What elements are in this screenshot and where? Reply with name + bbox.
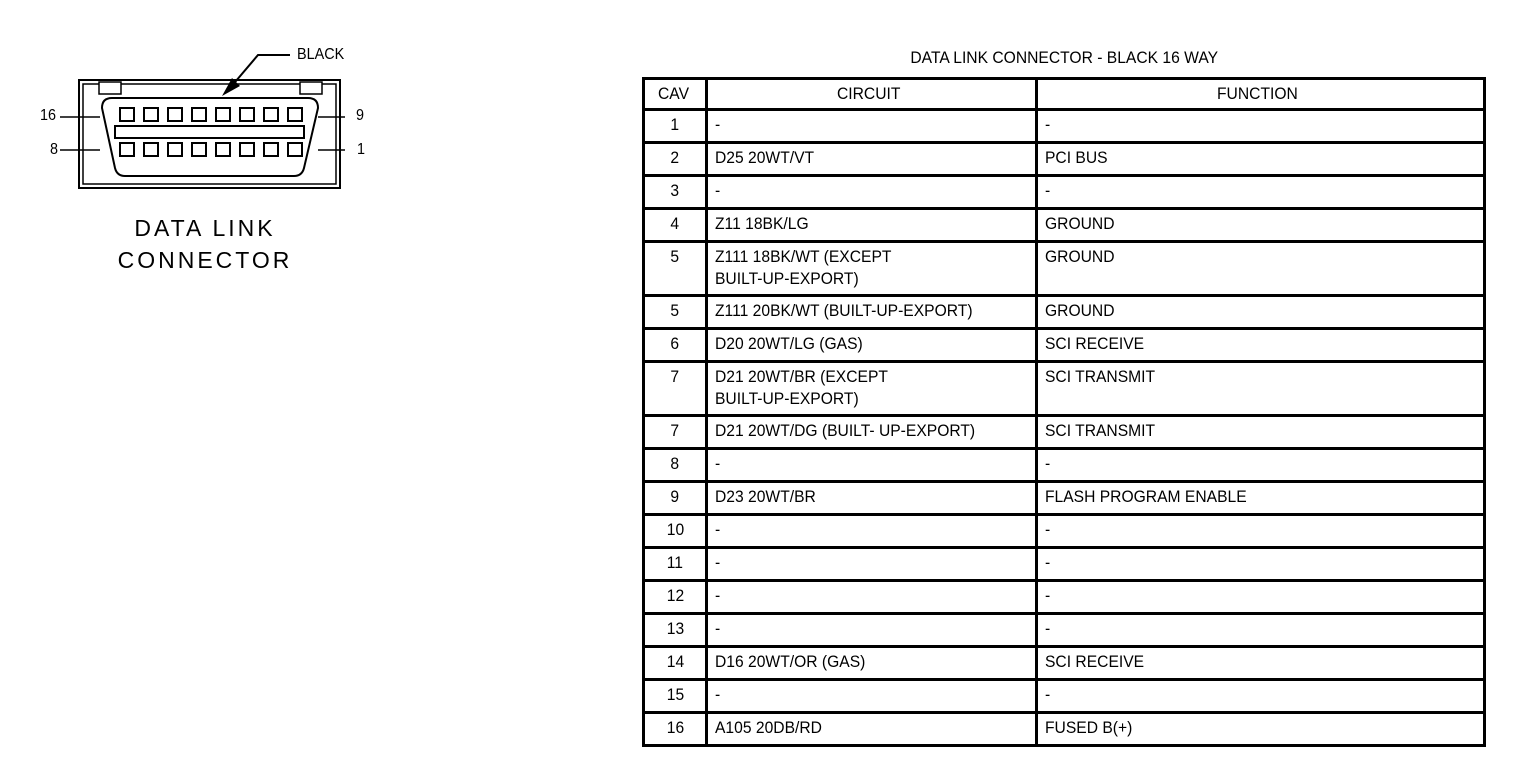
cell-function: - — [1037, 680, 1485, 713]
table-row — [644, 482, 1485, 515]
cell-cav: 13 — [644, 614, 707, 647]
cell-function: GROUND — [1037, 209, 1485, 242]
cell-circuit: - — [707, 548, 1037, 581]
table-header-row — [644, 79, 1485, 110]
connector-center-bar — [115, 126, 304, 138]
header-function: FUNCTION — [1037, 79, 1485, 110]
cell-circuit: A105 20DB/RD — [707, 713, 1037, 746]
table-row — [644, 296, 1485, 329]
color-callout-label: BLACK — [297, 46, 345, 63]
pin-cavity-top-16 — [120, 108, 134, 121]
cell-circuit: D16 20WT/OR (GAS) — [707, 647, 1037, 680]
table-row — [644, 143, 1485, 176]
connector-latch-right — [300, 82, 322, 94]
cell-circuit: - — [707, 614, 1037, 647]
table-row — [644, 548, 1485, 581]
cell-function: FLASH PROGRAM ENABLE — [1037, 482, 1485, 515]
cell-function: FUSED B(+) — [1037, 713, 1485, 746]
pin-cavity-top-14 — [168, 108, 182, 121]
cell-cav: 1 — [644, 110, 707, 143]
cell-circuit: D20 20WT/LG (GAS) — [707, 329, 1037, 362]
table-row — [644, 176, 1485, 209]
table-row — [644, 416, 1485, 449]
cell-cav: 12 — [644, 581, 707, 614]
cell-function: - — [1037, 614, 1485, 647]
connector-title — [100, 212, 310, 276]
table-row — [644, 614, 1485, 647]
pin-label-9: 9 — [356, 107, 365, 124]
cell-circuit: Z111 20BK/WT (BUILT-UP-EXPORT) — [707, 296, 1037, 329]
cell-circuit: - — [707, 110, 1037, 143]
cell-function: - — [1037, 449, 1485, 482]
cell-circuit: D25 20WT/VT — [707, 143, 1037, 176]
cell-circuit: Z11 18BK/LG — [707, 209, 1037, 242]
cell-cav: 9 — [644, 482, 707, 515]
cell-cav: 14 — [644, 647, 707, 680]
pin-cavity-top-13 — [192, 108, 206, 121]
cell-function: SCI TRANSMIT — [1037, 416, 1485, 449]
pin-cavity-bottom-1 — [288, 143, 302, 156]
cell-cav: 4 — [644, 209, 707, 242]
cell-circuit: D21 20WT/BR (EXCEPT BUILT-UP-EXPORT) — [707, 362, 1037, 416]
connector-figure — [0, 0, 420, 300]
pin-cavity-top-9 — [288, 108, 302, 121]
pin-cavity-bottom-2 — [264, 143, 278, 156]
cell-function: - — [1037, 176, 1485, 209]
table-row — [644, 713, 1485, 746]
pin-label-1: 1 — [357, 141, 366, 158]
table-row — [644, 581, 1485, 614]
cell-function: GROUND — [1037, 296, 1485, 329]
cell-cav: 15 — [644, 680, 707, 713]
cell-function: SCI RECEIVE — [1037, 329, 1485, 362]
pin-label-16: 16 — [40, 107, 57, 124]
cell-cav: 8 — [644, 449, 707, 482]
cell-function: PCI BUS — [1037, 143, 1485, 176]
cell-function: SCI RECEIVE — [1037, 647, 1485, 680]
header-cav: CAV — [644, 79, 707, 110]
cell-circuit: - — [707, 176, 1037, 209]
connector-latch-left — [99, 82, 121, 94]
pin-cavity-top-15 — [144, 108, 158, 121]
cell-circuit: Z111 18BK/WT (EXCEPT BUILT-UP-EXPORT) — [707, 242, 1037, 296]
cell-circuit: - — [707, 515, 1037, 548]
table-row — [644, 110, 1485, 143]
cell-function: - — [1037, 548, 1485, 581]
cell-cav: 3 — [644, 176, 707, 209]
table-row — [644, 515, 1485, 548]
table-row — [644, 209, 1485, 242]
cell-function: - — [1037, 110, 1485, 143]
cell-cav: 2 — [644, 143, 707, 176]
pin-cavity-bottom-6 — [168, 143, 182, 156]
pin-label-8: 8 — [50, 141, 59, 158]
pin-cavity-bottom-8 — [120, 143, 134, 156]
cell-function: SCI TRANSMIT — [1037, 362, 1485, 416]
cell-cav: 7 — [644, 362, 707, 416]
cell-circuit: D23 20WT/BR — [707, 482, 1037, 515]
color-callout-leader — [230, 55, 290, 88]
pin-cavity-top-11 — [240, 108, 254, 121]
table-row — [644, 449, 1485, 482]
table-row — [644, 242, 1485, 296]
pin-cavity-bottom-7 — [144, 143, 158, 156]
cell-circuit: - — [707, 581, 1037, 614]
cell-cav: 7 — [644, 416, 707, 449]
pin-cavity-top-12 — [216, 108, 230, 121]
connector-title-line1: DATA LINK — [134, 215, 276, 241]
pin-cavity-bottom-3 — [240, 143, 254, 156]
cell-cav: 11 — [644, 548, 707, 581]
pin-cavity-bottom-5 — [192, 143, 206, 156]
cell-cav: 5 — [644, 242, 707, 296]
cell-circuit: D21 20WT/DG (BUILT- UP-EXPORT) — [707, 416, 1037, 449]
cell-function: - — [1037, 515, 1485, 548]
table-row — [644, 680, 1485, 713]
table-row — [644, 329, 1485, 362]
pinout-table — [642, 77, 1486, 747]
cell-cav: 10 — [644, 515, 707, 548]
table-title: DATA LINK CONNECTOR - BLACK 16 WAY — [910, 48, 1218, 67]
cell-cav: 5 — [644, 296, 707, 329]
cell-function: - — [1037, 581, 1485, 614]
cell-cav: 6 — [644, 329, 707, 362]
cell-circuit: - — [707, 449, 1037, 482]
cell-cav: 16 — [644, 713, 707, 746]
table-row — [644, 362, 1485, 416]
cell-circuit: - — [707, 680, 1037, 713]
connector-title-line2: CONNECTOR — [117, 247, 293, 273]
pin-cavity-bottom-4 — [216, 143, 230, 156]
pin-cavity-top-10 — [264, 108, 278, 121]
header-circuit: CIRCUIT — [707, 79, 1037, 110]
cell-function: GROUND — [1037, 242, 1485, 296]
table-row — [644, 647, 1485, 680]
